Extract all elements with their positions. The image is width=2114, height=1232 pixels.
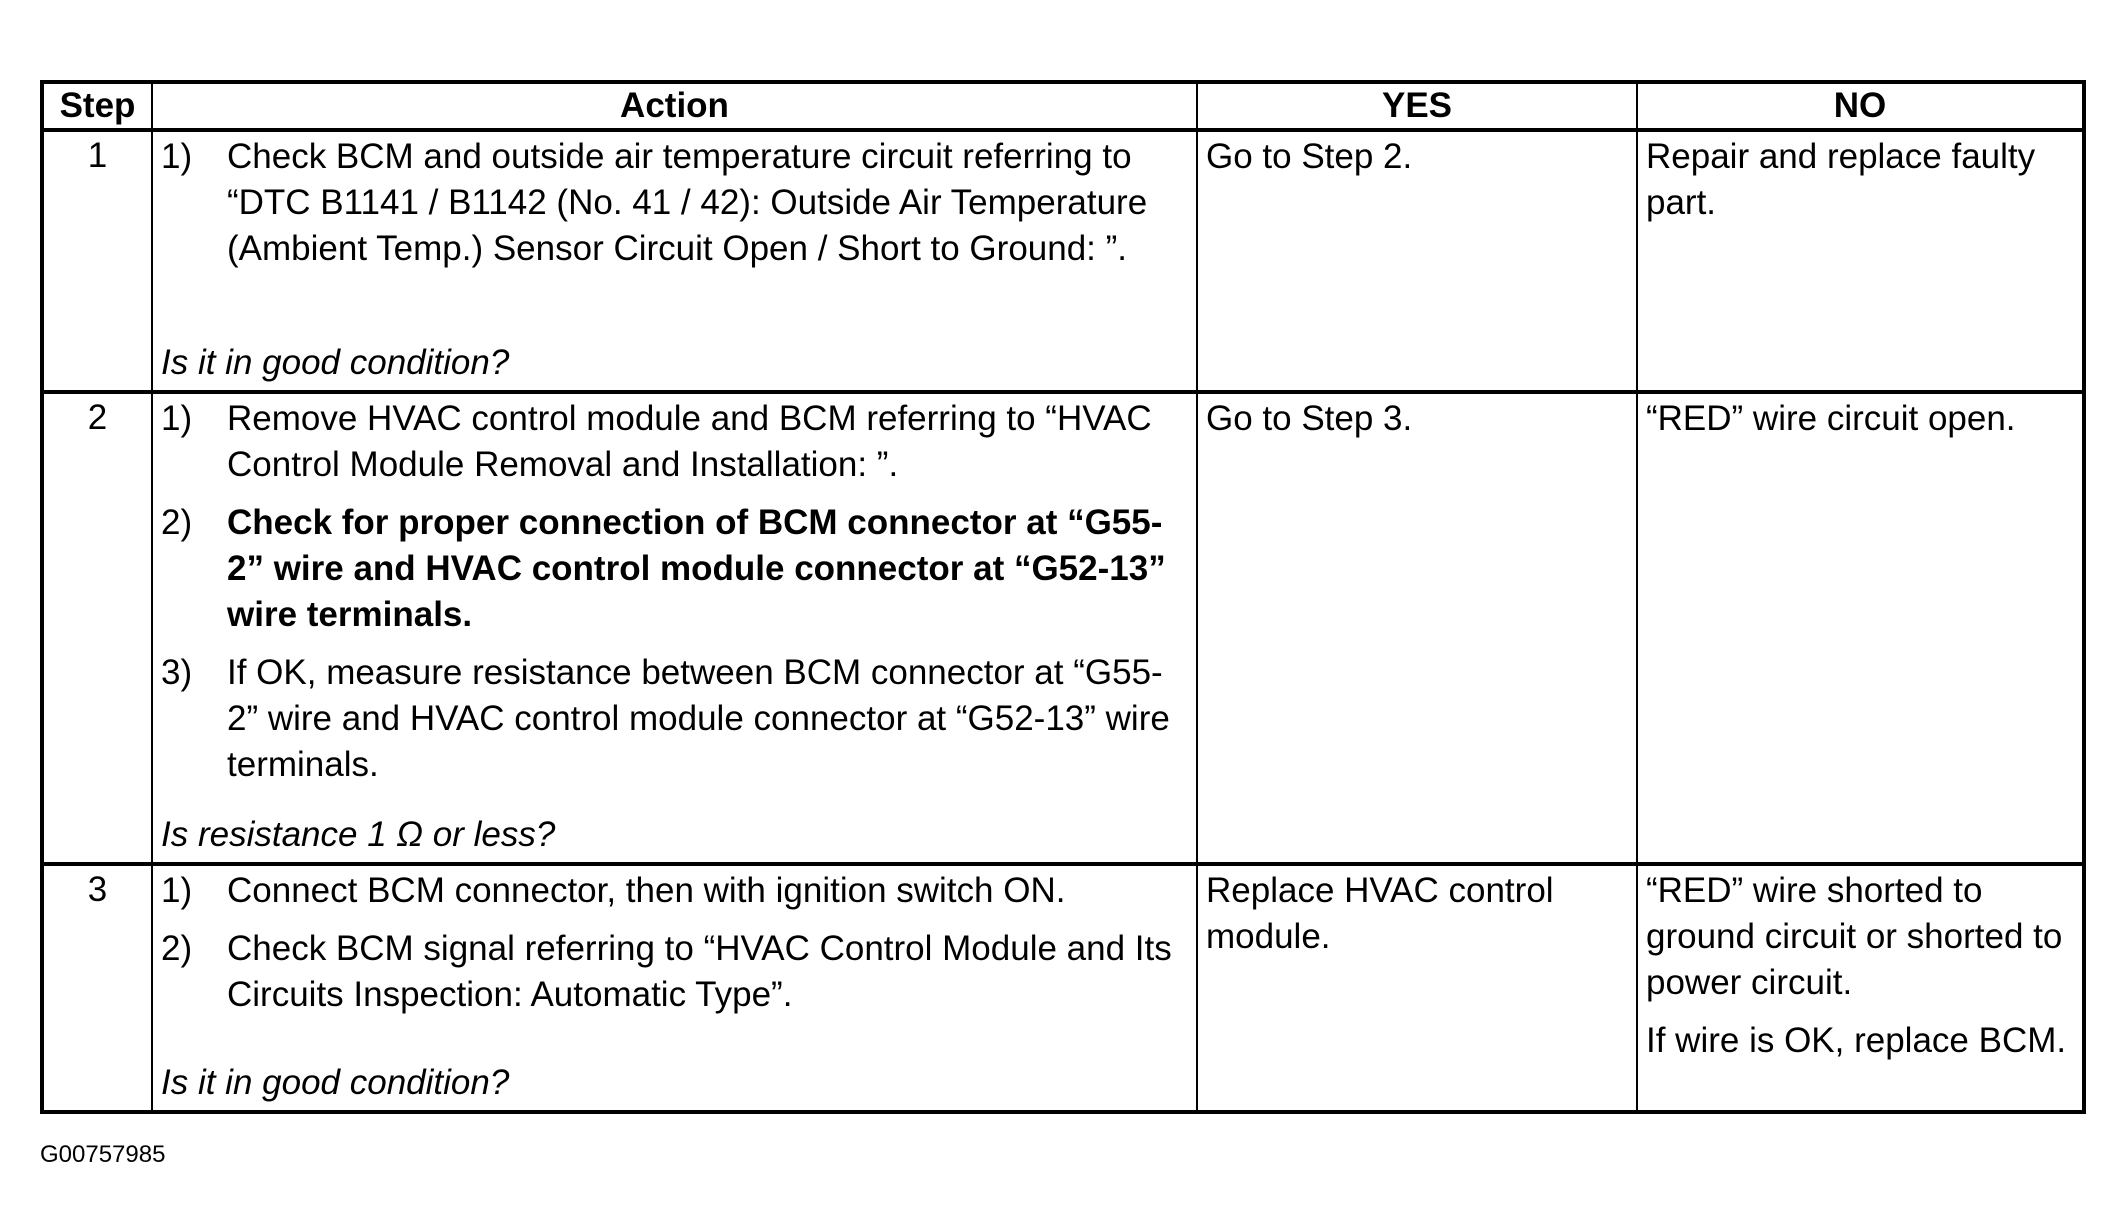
figure-id: G00757985: [40, 1141, 166, 1168]
action-item: [161, 500, 1188, 638]
yes-cell: [1197, 392, 1637, 864]
no-cell: [1637, 130, 2084, 392]
header-step: Step: [42, 82, 152, 130]
action-cell: [152, 864, 1197, 1112]
header-no: NO: [1637, 82, 2084, 130]
action-item-text: Connect BCM connector, then with ignition switch ON.: [227, 871, 1066, 910]
action-item: [161, 650, 1188, 788]
yes-text: Go to Step 2.: [1206, 137, 1413, 176]
action-item: [161, 134, 1188, 272]
action-question: Is it in good condition?: [161, 1063, 510, 1102]
no-text: “RED” wire shorted to ground circuit or shorted to power circuit.: [1646, 871, 2063, 1002]
action-item-number: 2): [161, 929, 193, 968]
action-item-text: If OK, measure resistance between BCM connector at “G55-2” wire and HVAC control module connector at “G52-13” wire terminals.: [227, 653, 1170, 784]
table-row-step-3: [42, 864, 2084, 1112]
step-number: 2: [42, 392, 152, 864]
no-text: “RED” wire circuit open.: [1646, 399, 2016, 438]
no-text: Repair and replace faulty part.: [1646, 137, 2036, 222]
step-number: 1: [42, 130, 152, 392]
action-item-number: 1): [161, 137, 193, 176]
action-item-text: Remove HVAC control module and BCM referring to “HVAC Control Module Removal and Installation: ”.: [227, 399, 1152, 484]
header-action: Action: [152, 82, 1197, 130]
action-item-text: Check BCM and outside air temperature circuit referring to “DTC B1141 / B1142 (No. 41 / 42): Outside Air Temperature (Ambient Temp.) Sensor Circuit Open / Short to Ground: ”.: [227, 137, 1148, 268]
yes-text: Go to Step 3.: [1206, 399, 1413, 438]
action-item-number: 2): [161, 503, 193, 542]
action-question: Is resistance 1 Ω or less?: [161, 815, 556, 854]
table-row-step-1: [42, 130, 2084, 392]
action-item-text: Check for proper connection of BCM connector at “G55-2” wire and HVAC control module connector at “G52-13” wire terminals.: [227, 503, 1166, 634]
no-cell: [1637, 864, 2084, 1112]
action-item-number: 1): [161, 871, 193, 910]
action-item-text: Check BCM signal referring to “HVAC Control Module and Its Circuits Inspection: Automatic Type”.: [227, 929, 1172, 1014]
action-item: [161, 868, 1188, 914]
diagnostic-table: [40, 80, 2086, 1114]
action-cell: [152, 130, 1197, 392]
yes-cell: [1197, 130, 1637, 392]
action-item-number: 3): [161, 653, 193, 692]
yes-cell: [1197, 864, 1637, 1112]
action-item-number: 1): [161, 399, 193, 438]
table-row-step-2: [42, 392, 2084, 864]
step-number: 3: [42, 864, 152, 1112]
action-item: [161, 396, 1188, 488]
table-header-row: [42, 82, 2084, 130]
yes-text: Replace HVAC control module.: [1206, 871, 1554, 956]
header-yes: YES: [1197, 82, 1637, 130]
no-text: If wire is OK, replace BCM.: [1646, 1021, 2067, 1060]
action-item: [161, 926, 1188, 1018]
action-cell: [152, 392, 1197, 864]
action-question: Is it in good condition?: [161, 343, 510, 382]
no-cell: [1637, 392, 2084, 864]
